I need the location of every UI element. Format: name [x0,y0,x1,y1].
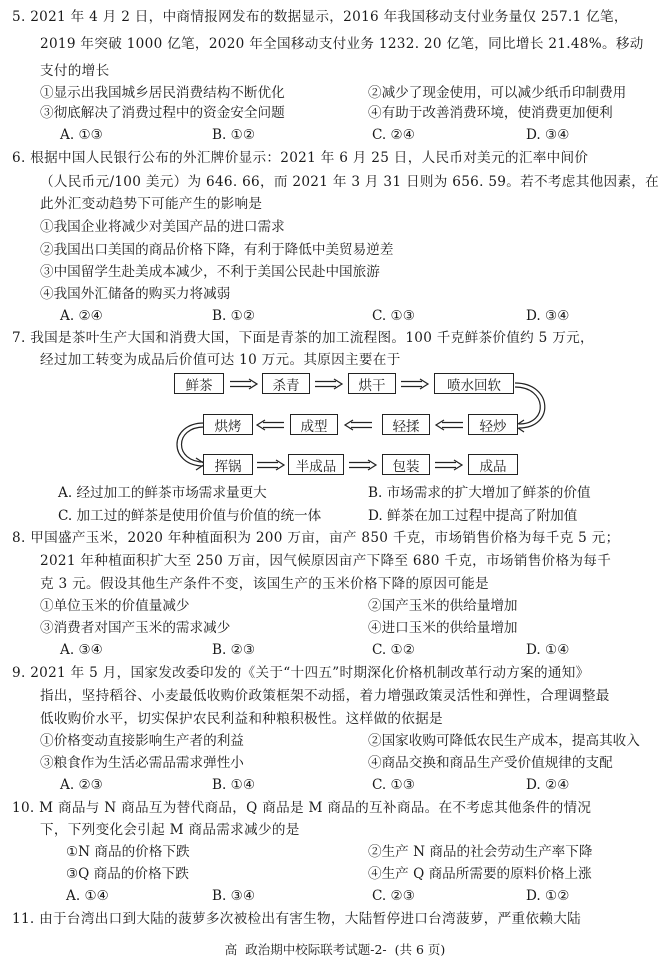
q6-line-3: 此外汇变动趋势下可能产生的影响是 [40,196,263,212]
q7-choice-d: D. 鲜茶在加工过程中提高了附加值 [368,508,578,524]
q7-choice-b: B. 市场需求的扩大增加了鲜茶的价值 [368,485,591,501]
q10-choice-d: D. ①② [526,888,570,904]
q6-choice-c: C. ①③ [372,308,415,324]
q7-choice-a: A. 经过加工的鲜茶市场需求量更大 [58,485,267,501]
flow-step: 轻炒 [468,414,518,435]
q8-item-3: ③消费者对国产玉米的需求减少 [40,620,231,636]
q8-choice-b: B. ②③ [212,642,256,658]
q5-choice-d: D. ③④ [526,127,570,143]
q9-item-2: ②国家收购可降低农民生产成本，提高其收入 [368,733,640,749]
flow-step: 喷水回软 [434,373,514,394]
q5-item-2: ②减少了现金使用，可以减少纸币印制费用 [368,85,627,101]
q10-choice-a: A. ①④ [66,888,109,904]
q8-choice-d: D. ①④ [526,642,570,658]
q8-item-4: ④进口玉米的供给量增加 [368,620,518,636]
q9-line-3: 低收购价水平，切实保护农民利益和种粮积极性。这样做的依据是 [40,711,443,727]
q10-line-1: 10. M 商品与 N 商品互为替代商品，Q 商品是 M 商品的互补商品。在不考虑其他条件的情况 [12,800,592,816]
q5-choice-b: B. ①② [212,127,256,143]
q9-choice-b: B. ①④ [212,777,256,793]
q5-choice-c: C. ②④ [372,127,415,143]
right-arrow-icon [348,459,378,471]
flow-step: 半成品 [288,454,344,475]
footer-grade: 高 [224,942,238,957]
footer-title: 政治期中校际联考试题-2- [245,942,387,957]
q11-line-1: 11. 由于台湾出口到大陆的菠萝多次被检出有害生物，大陆暂停进口台湾菠萝，严重依赖大陆 [12,911,581,927]
q9-line-1: 9. 2021 年 5 月，国家发改委印发的《关于“十四五”时期深化价格机制改革行动方案的通知》 [12,665,590,681]
page-footer [0,940,670,958]
left-arrow-icon [343,419,373,431]
flow-step: 杀青 [262,373,310,394]
q8-item-1: ①单位玉米的价值量减少 [40,598,190,614]
q10-line-2: 下，下列变化会引起 M 商品需求减少的是 [40,822,300,838]
left-arrow-icon [434,419,464,431]
q6-choice-d: D. ③④ [526,308,570,324]
q9-item-1: ①价格变动直接影响生产者的利益 [40,733,244,749]
q10-item-2: ②生产 N 商品的社会劳动生产率下降 [368,844,593,860]
flow-step: 挥锅 [203,454,253,475]
q9-item-3: ③粮食作为生活必需品需求弹性小 [40,755,244,771]
q6-item-1: ①我国企业将减少对美国产品的进口需求 [40,219,285,235]
q9-choice-a: A. ②③ [60,777,103,793]
q5-item-1: ①显示出我国城乡居民消费结构不断优化 [40,85,285,101]
q8-line-2: 2021 年种植面积扩大至 250 万亩，因气候原因亩产下降至 680 千克，市场销售价格为每千 [40,553,612,569]
flow-step: 鲜茶 [174,373,224,394]
q7-line-2: 经过加工转变为成品后价值可达 10 万元。其原因主要在于 [40,352,401,368]
q10-choice-b: B. ③④ [212,888,256,904]
q8-choice-c: C. ①② [372,642,415,658]
q6-item-2: ②我国出口美国的商品价格下降，有利于降低中美贸易逆差 [40,242,394,258]
q5-line-3: 支付的增长 [40,63,110,79]
q10-item-3: ③Q 商品的价格下跌 [66,866,189,882]
q8-line-1: 8. 甲国盛产玉米，2020 年种植面积为 200 万亩，亩产 850 千克，市场销售价格为每千克 5 元； [12,530,620,546]
q6-line-1: 6. 根据中国人民银行公布的外汇牌价显示：2021 年 6 月 25 日，人民币对美元的汇率中间价 [12,150,589,166]
q7-choice-c: C. 加工过的鲜茶是使用价值与价值的统一体 [58,508,322,524]
right-arrow-icon [314,378,344,390]
right-arrow-icon [400,378,430,390]
flow-step: 烘干 [348,373,396,394]
q7-line-1: 7. 我国是茶叶生产大国和消费大国，下面是青茶的加工流程图。100 千克鲜茶价值约 5 万元， [12,330,594,346]
q5-item-4: ④有助于改善消费环境，使消费更加便利 [368,105,613,121]
q9-choice-d: D. ②④ [526,777,570,793]
right-arrow-icon [256,459,286,471]
flow-step: 轻揉 [382,414,430,435]
flow-step: 成品 [468,454,518,475]
q8-item-2: ②国产玉米的供给量增加 [368,598,518,614]
q8-choice-a: A. ③④ [60,642,103,658]
q9-choice-c: C. ①③ [372,777,415,793]
flow-step: 烘烤 [203,414,253,435]
q6-item-3: ③中国留学生赴美成本减少，不利于美国公民赴中国旅游 [40,264,380,280]
q6-choice-a: A. ②④ [60,308,103,324]
q6-line-2: （人民币元/100 美元）为 646. 66，而 2021 年 3 月 31 日则为 656. 59。若不考虑其他因素，在 [40,174,660,190]
q10-item-1: ①N 商品的价格下跌 [66,844,190,860]
flow-step: 成型 [290,414,338,435]
q5-item-3: ③彻底解决了消费过程中的资金安全问题 [40,105,285,121]
q10-choice-c: C. ②③ [372,888,415,904]
q5-line-2: 2019 年突破 1000 亿笔，2020 年全国移动支付业务 1232. 20 亿笔，同比增长 21.48%。移动 [40,36,644,52]
q8-line-3: 克 3 元。假设其他生产条件不变，该国生产的玉米价格下降的原因可能是 [40,576,489,592]
q5-line-1: 5. 2021 年 4 月 2 日，中商情报网发布的数据显示，2016 年我国移动支付业务量仅 257.1 亿笔， [12,9,628,25]
footer-page-count: (共 6 页) [394,942,446,957]
left-arrow-icon [255,419,285,431]
q6-choice-b: B. ①② [212,308,256,324]
q6-item-4: ④我国外汇储备的购买力将减弱 [40,286,231,302]
right-arrow-icon [229,378,259,390]
right-arrow-icon [434,459,464,471]
q9-line-2: 指出，坚持稻谷、小麦最低收购价政策框架不动摇，着力增强政策灵活性和弹性，合理调整最 [40,688,610,704]
q5-choice-a: A. ①③ [60,127,103,143]
flow-step: 包装 [382,454,430,475]
q9-item-4: ④商品交换和商品生产受价值规律的支配 [368,755,613,771]
q10-item-4: ④生产 Q 商品所需要的原料价格上涨 [368,866,592,882]
